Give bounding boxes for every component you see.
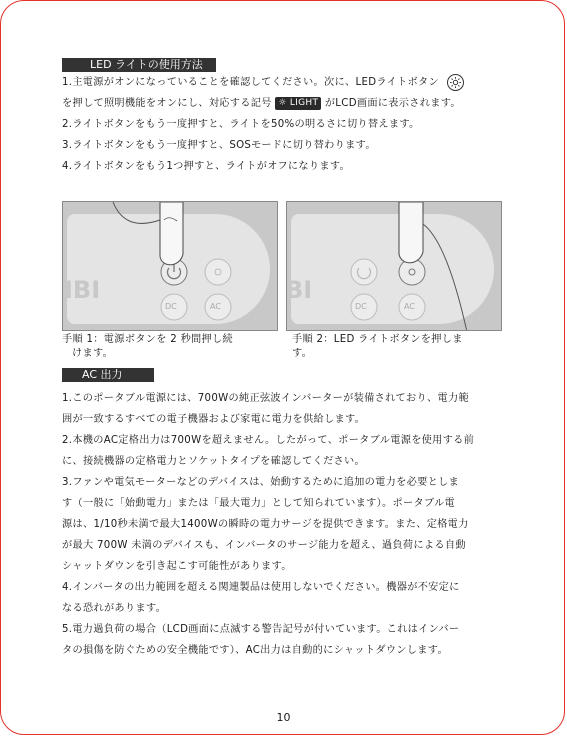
led-line-2 [62, 93, 464, 114]
led-line-5: 4.ライトボタンをもう1つ押すと、ライトがオフになります。 [62, 161, 351, 172]
ac-line: 1.このポータブル電源には、700Wの純正弦波インバーターが装備されており、電力範 [62, 393, 469, 404]
ac-line: 5.電力過負荷の場合（LCD画面に点滅する警告記号が付いています。これはインバー [62, 624, 460, 635]
ac-line: シャットダウンを引き起こす可能性があります。 [62, 561, 292, 572]
hand-pointing-icon [399, 202, 423, 263]
led-section-header [62, 58, 216, 72]
light-button-icon [447, 74, 464, 91]
ac-line: が最大 700W 未満のデバイスも、インバータのサージ能力を超え、過負荷による自動 [62, 540, 466, 551]
figure-2-caption-line-1: 手順 2：LED ライトボタンを押しま [292, 334, 463, 345]
ac-line: なる恐れがあります。 [62, 603, 167, 614]
ac-line: 2.本機のAC定格出力は700Wを超えません。したがって、ポータブル電源を使用する前 [62, 435, 475, 446]
led-line-3: 2.ライトボタンをもう一度押すと、ライトを50%の明るさに切り替えます。 [62, 119, 420, 130]
ac-line: タの損傷を防ぐための安全機能です）、AC出力は自動的にシャットダウンします。 [62, 645, 448, 656]
light-symbol-label: LIGHT [289, 97, 319, 108]
dc-label: DC [165, 302, 177, 311]
light-button-icon [205, 259, 231, 285]
led-line-2-text: を押して照明機能をオンにし、対応する記号 [62, 98, 272, 109]
ac-line: に、接続機器の定格電力とソケットタイプを確認してください。 [62, 456, 366, 467]
ac-line: 囲が一致するすべての電子機器および家電に電力を供給します。 [62, 414, 366, 425]
led-line-1-text: 1.主電源がオンになっていることを確認してください。次に、LEDライトボタン [62, 77, 439, 88]
dc-label: DC [355, 302, 367, 311]
figure-2-brand: BI [285, 276, 313, 304]
light-symbol-badge [275, 97, 321, 110]
ac-line: 4.インバータの出力範囲を超える関連製品は使用しないでください。機器が不安定に [62, 582, 460, 593]
hand-pointing-icon [160, 202, 183, 265]
figure-2-caption [292, 333, 463, 361]
figure-2-caption-line-2: す。 [292, 348, 313, 359]
ac-line: 源は、1/10秒未満で最大1400Wの瞬時の電力サージを提供できます。また、定格電力 [62, 519, 469, 530]
led-line-2-suffix: がLCD画面に表示されます。 [324, 98, 461, 109]
ac-label: AC [210, 302, 221, 311]
led-line-4: 3.ライトボタンをもう一度押すと、SOSモードに切り替わります。 [62, 140, 376, 151]
power-button-icon [351, 259, 377, 285]
ac-label: AC [404, 302, 415, 311]
figure-1-caption [62, 333, 233, 361]
figure-1-photo [62, 201, 278, 331]
led-line-1 [62, 72, 464, 93]
led-section-title: LED ライトの使用方法 [90, 58, 203, 71]
ac-section-title: AC 出力 [82, 368, 123, 381]
figure-1-brand: IBI [64, 276, 101, 304]
figure-1-caption-line-2: けます。 [72, 348, 114, 359]
ac-line: 3.ファンや電気モーターなどのデバイスは、始動するために追加の電力を必要としま [62, 477, 460, 488]
sun-icon: ☼ [278, 97, 287, 108]
ac-instructions [62, 388, 474, 661]
ac-section-header [62, 368, 154, 382]
ac-line: す（一般に「始動電力」または「最大電力」として知られています）。ポータブル電 [62, 498, 456, 509]
led-instructions [62, 72, 464, 177]
figure-2-photo [286, 201, 502, 331]
figure-1-caption-line-1: 手順 1：電源ボタンを 2 秒間押し続 [62, 334, 234, 345]
page-number: 10 [276, 711, 291, 724]
